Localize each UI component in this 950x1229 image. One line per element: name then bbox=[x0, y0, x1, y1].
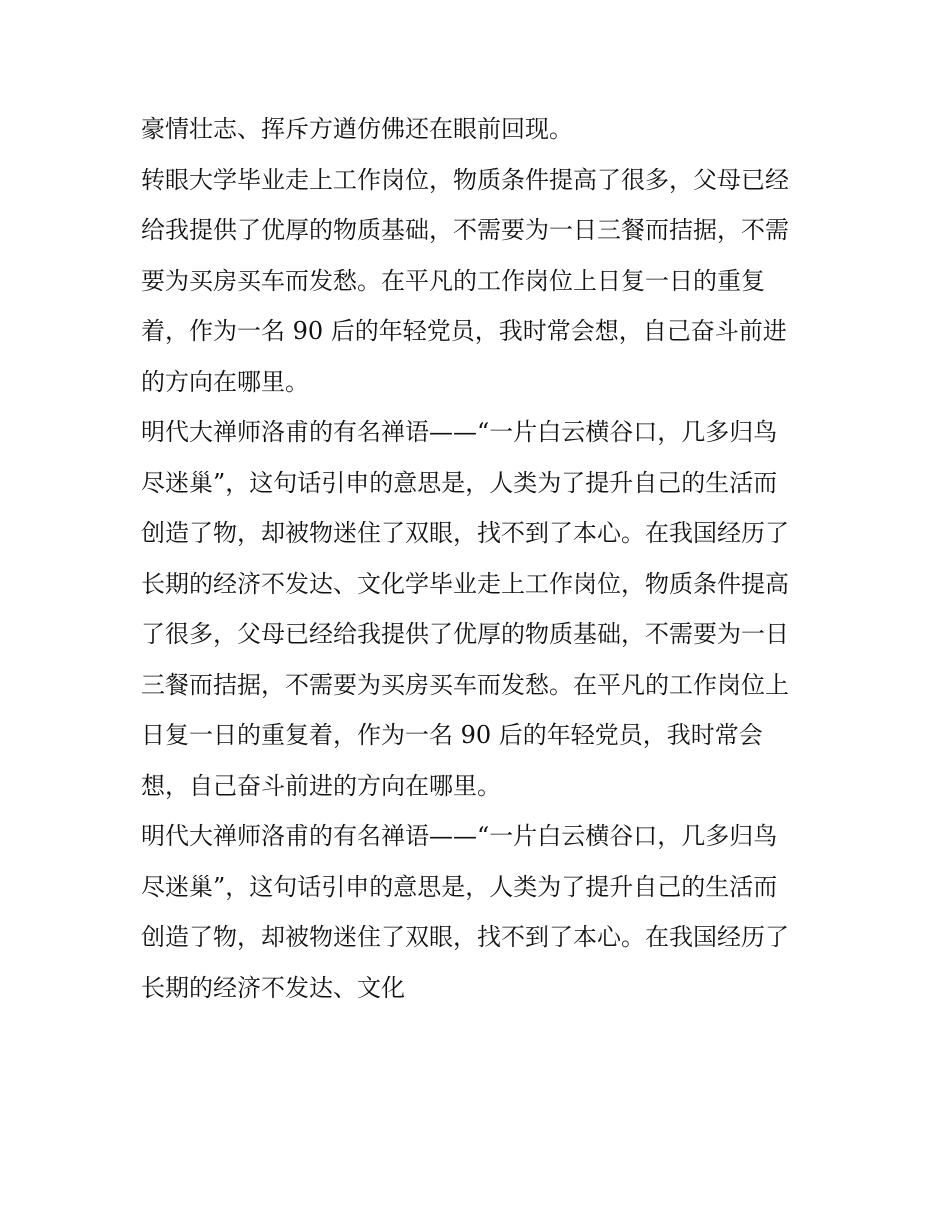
text-line: 三餐而拮据，不需要为买房买车而发愁。在平凡的工作岗位上 bbox=[141, 670, 789, 699]
body-text bbox=[141, 104, 821, 1013]
text-line: 想，自己奋斗前进的方向在哪里。 bbox=[141, 771, 501, 800]
text-line: 豪情壮志、挥斥方遒仿佛还在眼前回现。 bbox=[141, 115, 573, 143]
text-line: 日复一日的重复着，作为一名 90 后的年轻党员，我时常会 bbox=[141, 721, 763, 749]
text-line: 尽迷巢”，这句话引申的意思是，人类为了提升自己的生活而 bbox=[141, 872, 778, 901]
text-line: 创造了物，却被物迷住了双眼，找不到了本心。在我国经历了 bbox=[141, 519, 789, 547]
text-line: 转眼大学毕业走上工作岗位，物质条件提高了很多，父母已经 bbox=[141, 165, 789, 194]
text-line: 尽迷巢”，这句话引申的意思是，人类为了提升自己的生活而 bbox=[141, 468, 778, 497]
text-line: 明代大禅师洛甫的有名禅语——“一片白云横谷口，几多归鸟 bbox=[141, 822, 778, 850]
text-line: 长期的经济不发达、文化 bbox=[141, 973, 405, 1002]
text-line: 给我提供了优厚的物质基础，不需要为一日三餐而拮据，不需 bbox=[141, 216, 789, 244]
text-line: 长期的经济不发达、文化学毕业走上工作岗位，物质条件提高 bbox=[141, 569, 789, 598]
text-line: 着，作为一名 90 后的年轻党员，我时常会想，自己奋斗前进 bbox=[141, 317, 787, 345]
text-line: 了很多，父母已经给我提供了优厚的物质基础，不需要为一日 bbox=[141, 620, 789, 648]
text-line: 创造了物，却被物迷住了双眼，找不到了本心。在我国经历了 bbox=[141, 923, 789, 951]
text-line: 要为买房买车而发愁。在平凡的工作岗位上日复一日的重复 bbox=[141, 266, 765, 295]
text-line: 的方向在哪里。 bbox=[141, 367, 309, 396]
text-line: 明代大禅师洛甫的有名禅语——“一片白云横谷口，几多归鸟 bbox=[141, 418, 778, 446]
